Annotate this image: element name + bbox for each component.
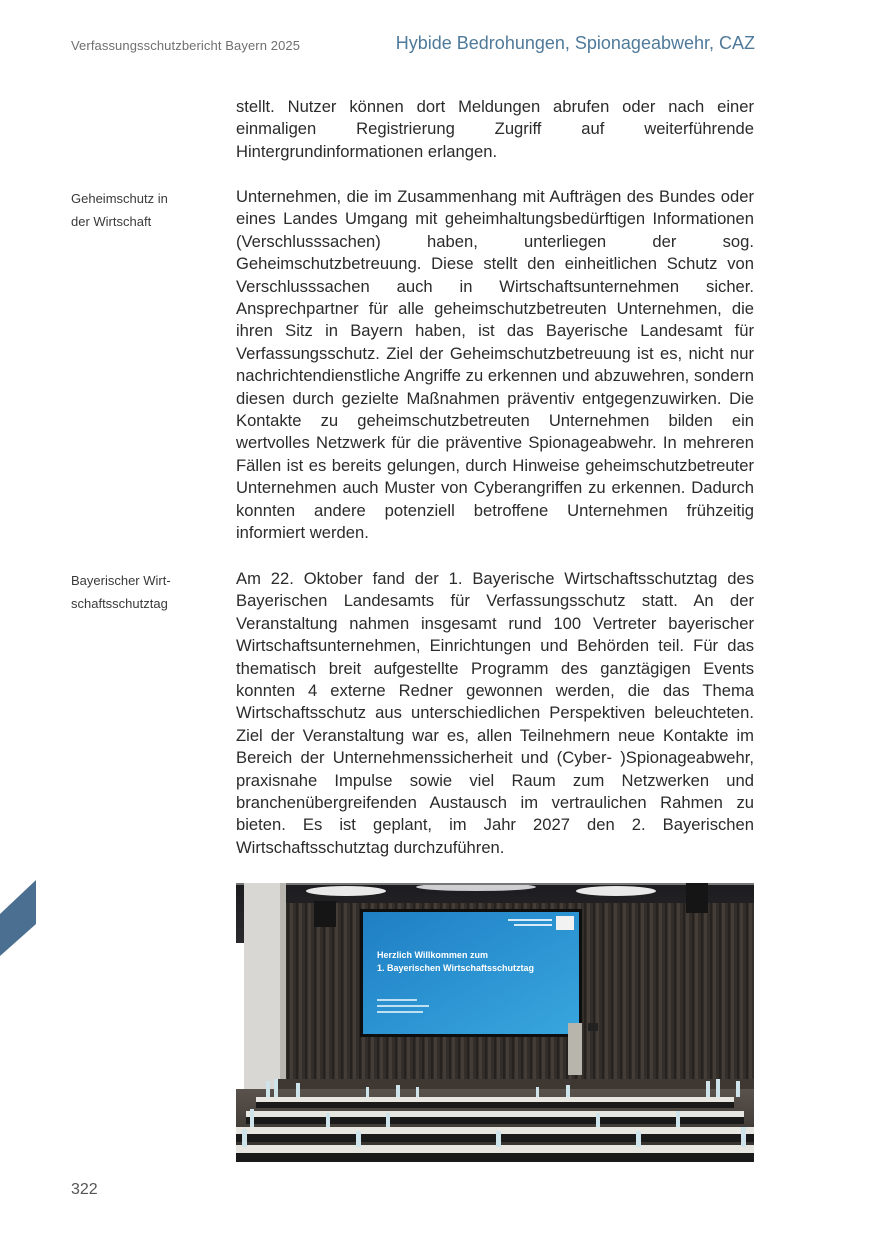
page-number: 322: [71, 1181, 98, 1198]
screen-title-line1: Herzlich Willkommen zum: [377, 950, 488, 960]
margin-note-line: schaftsschutztag: [71, 596, 168, 611]
running-header-chapter: Hybide Bedrohungen, Spionageabwehr, CAZ: [395, 33, 755, 53]
chapter-side-tab: [0, 880, 36, 956]
screen-title-line2: 1. Bayerischen Wirtschaftsschutztag: [377, 963, 534, 973]
event-photo: [236, 883, 754, 1162]
margin-note-line: Geheimschutz in: [71, 191, 168, 206]
paragraph-geheimschutz: Unternehmen, die im Zusammenhang mit Aufträgen des Bundes oder eines Landes Umgang mit geheimhaltungsbedürftigen Informationen (Verschlusssachen) haben, unterliegen der sog. Geheimschutzbetreuung. Diese stellt den einheitlichen Schutz von Verschlusssachen auch in Wirtschaftsunternehmen sicher. Ansprechpartner für alle geheimschutzbetreuten Unternehmen, die ihren Sitz in Bayern haben, ist das Bayerische Landesamt für Verfassungsschutz. Ziel der Geheimschutzbetreuung ist es, nicht nur nachrichtendienstliche Angriffe zu erkennen und abzuwehren, sondern diesen durch gezielte Maßnahmen präventiv entgegenzuwirken. Die Kontakte zu geheimschutzbetreuten Unternehmen bilden ein wertvolles Netzwerk für die präventive Spionageabwehr. In mehreren Fällen ist es bereits gelungen, durch Hinweise geheimschutzbetreuter Unternehmen auch Muster von Cyberangriffen zu erkennen. Dadurch konnten andere potenziell betroffene Unternehmen frühzeitig informiert werden.: [236, 187, 754, 543]
paragraph-intro: stellt. Nutzer können dort Meldungen abrufen oder nach einer einmaligen Registrierung Zugriff auf weiterführende Hintergrundinformationen erlangen.: [236, 97, 754, 161]
running-header-left: Verfassungsschutzbericht Bayern 2025: [71, 38, 301, 53]
margin-note-line: Bayerischer Wirt-: [71, 573, 171, 588]
paragraph-wirtschaftsschutztag: Am 22. Oktober fand der 1. Bayerische Wirtschaftsschutztag des Bayerischen Landesamts für Verfassungsschutz statt. An der Veranstaltung nahmen insgesamt rund 100 Vertreter bayerischer Wirtschaftsunternehmen, Einrichtungen und Behörden teil. Für das thematisch breit aufgestellte Programm des ganztägigen Events konnten 4 externe Redner gewonnen werden, die das Thema Wirtschaftsschutz aus unterschiedlichen Perspektiven beleuchteten. Ziel der Veranstaltung war es, allen Teilnehmern neue Kontakte im Bereich der Unternehmenssicherheit und (Cyber- )Spionageabwehr, praxisnahe Impulse sowie viel Raum zum Netzwerken und branchenübergreifenden Austausch im vertraulichen Rahmen zu bieten. Es ist geplant, im Jahr 2027 den 2. Bayerischen Wirtschaftsschutztag durchzuführen.: [236, 569, 754, 857]
margin-note-geheimschutz: [71, 187, 221, 233]
margin-note-wirtschaftsschutztag: [71, 569, 221, 615]
margin-note-line: der Wirtschaft: [71, 214, 152, 229]
